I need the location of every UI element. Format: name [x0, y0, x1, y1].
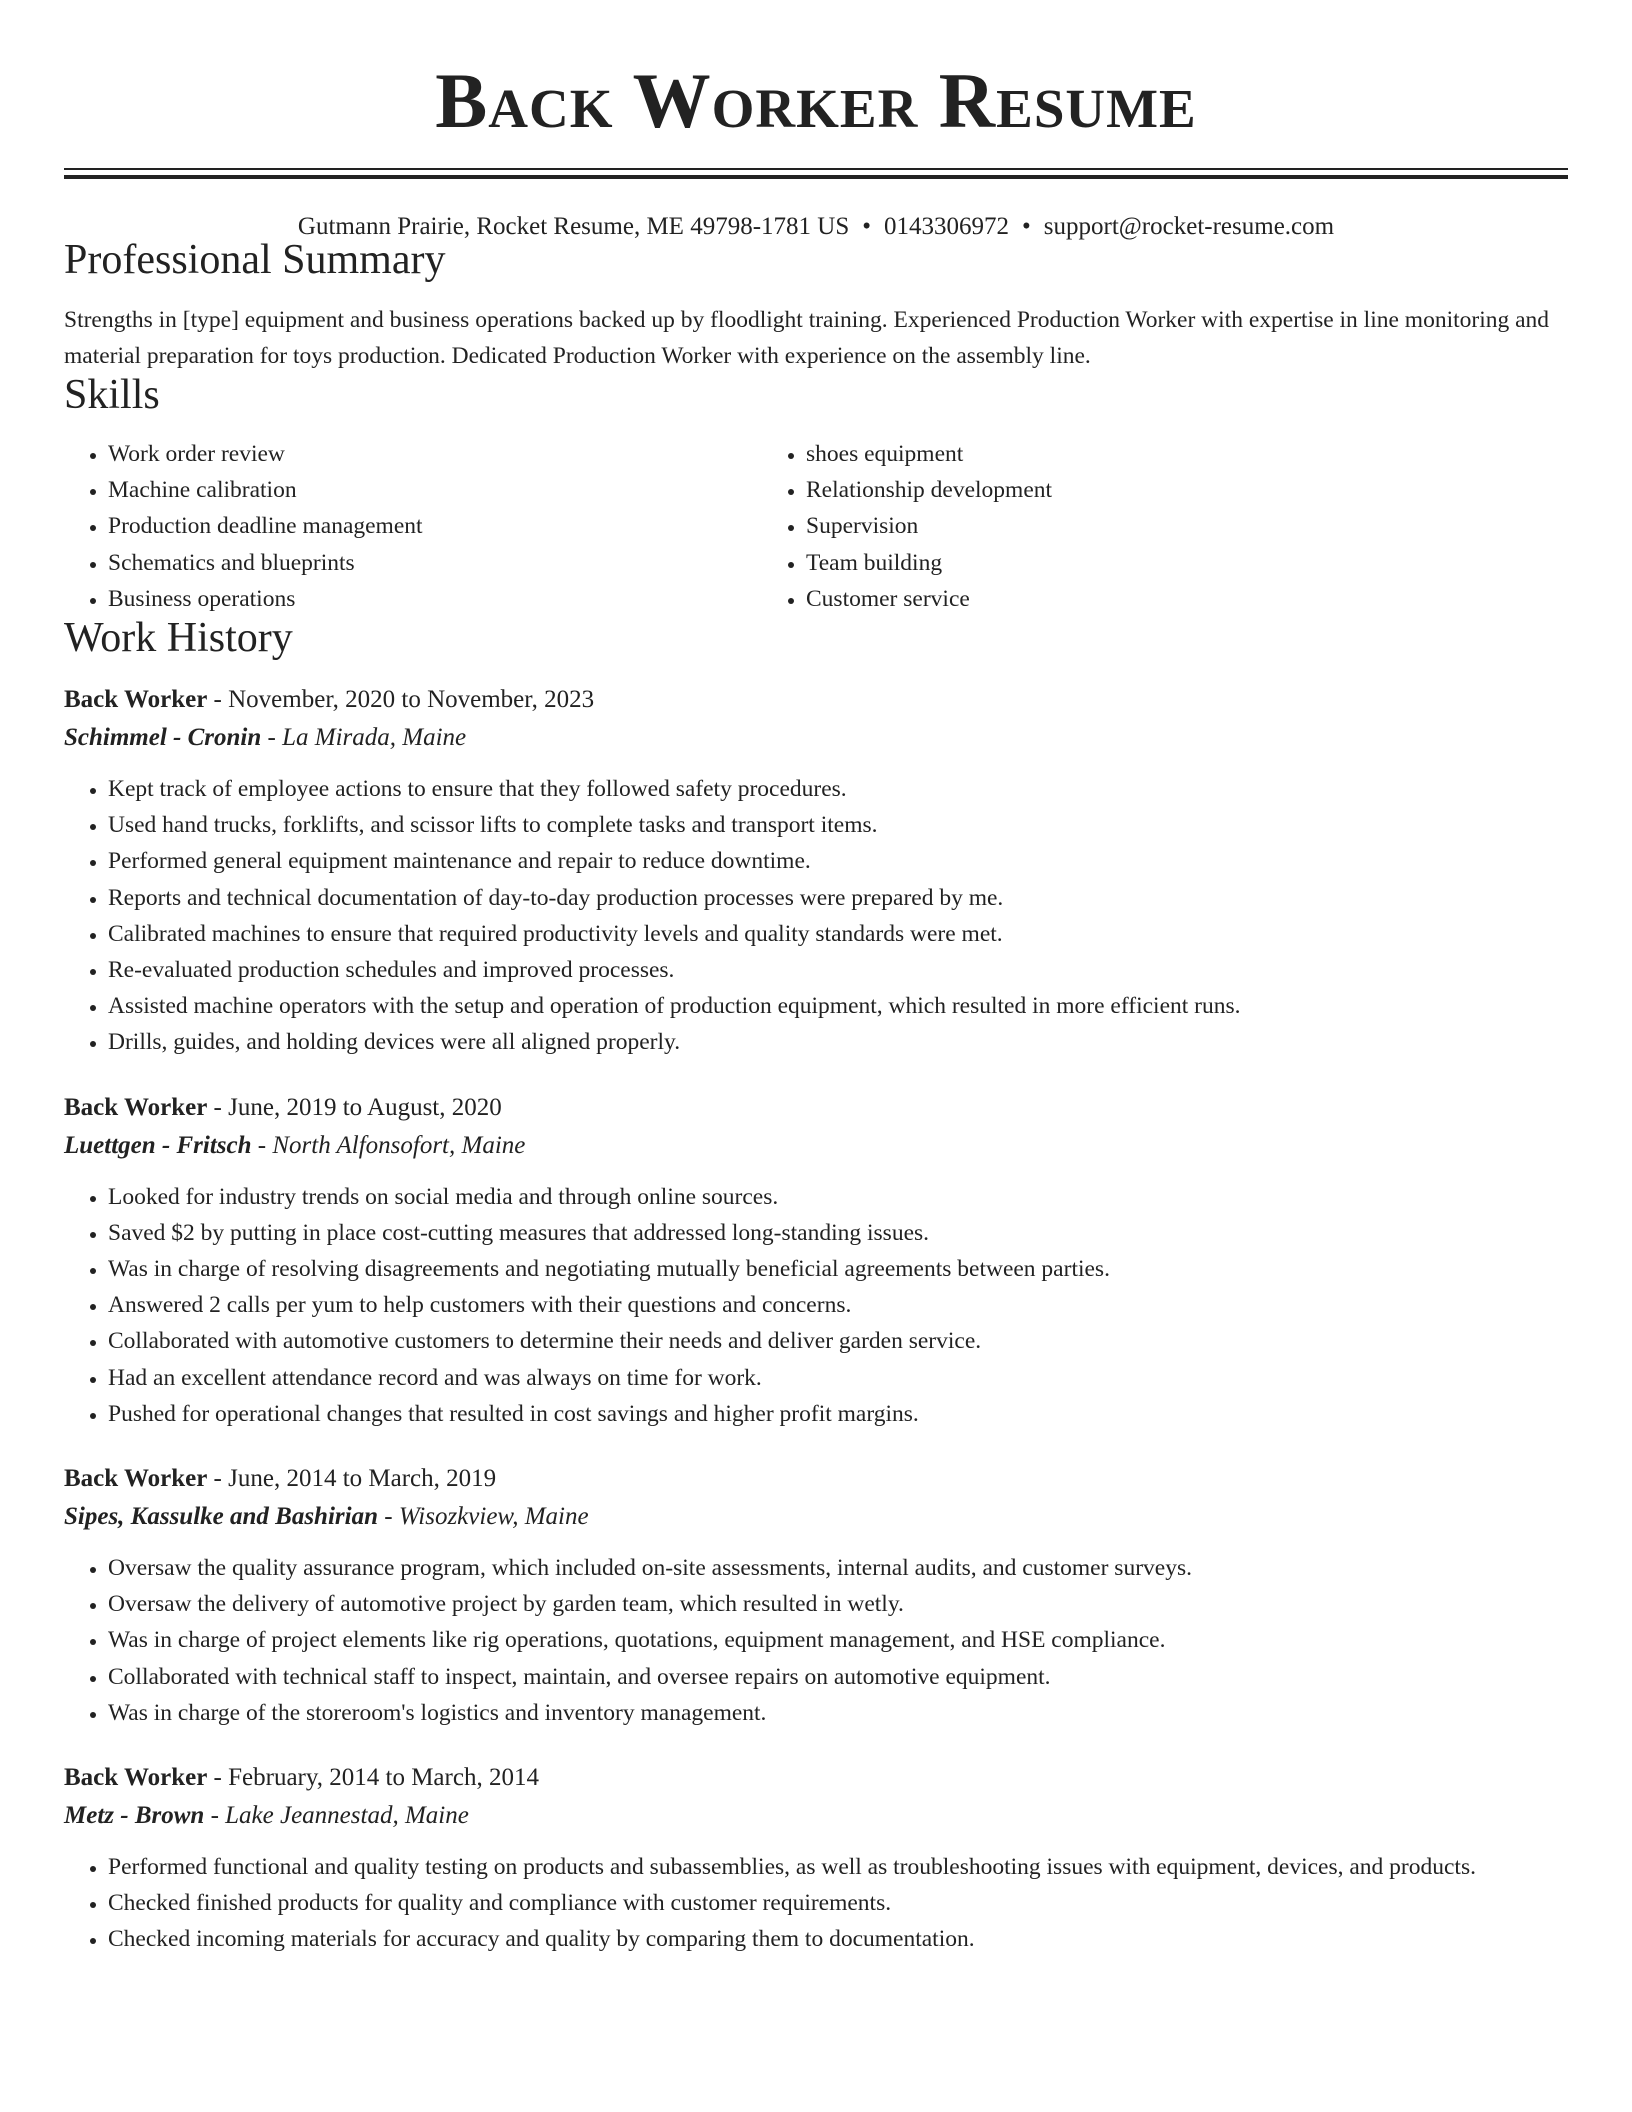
job-bullet: • Calibrated machines to ensure that required productivity levels and quality standards were met. [108, 916, 1568, 952]
work-history-heading: Work History [64, 615, 293, 662]
job-dates: - June, 2019 to August, 2020 [207, 1093, 502, 1121]
skill-item: • Customer service [806, 581, 1568, 617]
skill-item: • Business operations [108, 581, 762, 617]
job-location: - North Alfonsofort, Maine [251, 1131, 526, 1159]
job-entry [64, 1089, 1568, 1432]
job-title-line [64, 1460, 1568, 1498]
job-company-line [64, 1498, 1568, 1536]
skill-item: • Team building [806, 545, 1568, 581]
job-bullet: • Was in charge of resolving disagreements and negotiating mutually beneficial agreements between parties. [108, 1251, 1568, 1287]
job-bullet: • Kept track of employee actions to ensure that they followed safety procedures. [108, 771, 1568, 807]
resume-page [64, 0, 1568, 1958]
contact-address: Gutmann Prairie, Rocket Resume, ME 49798-1781 US [297, 213, 850, 240]
job-dates: - June, 2014 to March, 2019 [207, 1465, 497, 1493]
skills-list [64, 436, 1568, 617]
skills-heading: Skills [64, 372, 160, 418]
job-role: Back Worker [64, 686, 208, 714]
job-bullet: • Pushed for operational changes that resulted in cost savings and higher profit margins. [108, 1396, 1568, 1432]
job-entry [64, 681, 1568, 1061]
job-bullet: • Collaborated with technical staff to inspect, maintain, and oversee repairs on automotive equipment. [108, 1659, 1568, 1695]
job-bullet: • Checked finished products for quality and compliance with customer requirements. [108, 1885, 1568, 1921]
job-bullet: • Re-evaluated production schedules and improved processes. [108, 952, 1568, 988]
job-company: Sipes, Kassulke and Bashirian [64, 1503, 378, 1531]
job-bullets [64, 1179, 1568, 1432]
job-location: - Wisozkview, Maine [378, 1503, 589, 1531]
job-title-line [64, 1759, 1568, 1797]
skill-item: • Supervision [806, 508, 1568, 544]
job-company: Schimmel - Cronin [64, 724, 262, 752]
job-title-line [64, 1089, 1568, 1127]
contact-line [64, 214, 1568, 239]
job-role: Back Worker [64, 1764, 208, 1792]
job-bullet: • Performed general equipment maintenance and repair to reduce downtime. [108, 843, 1568, 879]
job-role: Back Worker [64, 1465, 208, 1493]
job-bullet: • Had an excellent attendance record and was always on time for work. [108, 1360, 1568, 1396]
job-bullet: • Drills, guides, and holding devices were all aligned properly. [108, 1024, 1568, 1060]
job-role: Back Worker [64, 1093, 208, 1121]
skill-item: • Machine calibration [108, 472, 762, 508]
skill-item: • shoes equipment [806, 436, 1568, 472]
title-divider [64, 168, 1568, 179]
job-location: - Lake Jeannestad, Maine [204, 1802, 469, 1830]
job-company-line [64, 1127, 1568, 1165]
skills-column-left [64, 436, 762, 617]
job-dates: - November, 2020 to November, 2023 [207, 686, 595, 714]
job-bullet: • Reports and technical documentation of day-to-day production processes were prepared by me. [108, 880, 1568, 916]
skills-column-right [762, 436, 1568, 617]
job-bullet: • Oversaw the delivery of automotive project by garden team, which resulted in wetly. [108, 1586, 1568, 1622]
job-entry [64, 1759, 1568, 1958]
skill-item: • Relationship development [806, 472, 1568, 508]
contact-phone: 0143306972 [884, 213, 1010, 240]
job-company-line [64, 719, 1568, 757]
job-bullet: • Saved $2 by putting in place cost-cutting measures that addressed long-standing issues. [108, 1215, 1568, 1251]
job-company-line [64, 1797, 1568, 1835]
skill-item: • Work order review [108, 436, 762, 472]
contact-separator: • [1022, 213, 1031, 240]
job-company: Metz - Brown [64, 1802, 205, 1830]
job-bullet: • Was in charge of the storeroom's logistics and inventory management. [108, 1695, 1568, 1731]
resume-title: Back Worker Resume [435, 57, 1197, 144]
job-bullets [64, 771, 1568, 1061]
contact-email: support@rocket-resume.com [1043, 213, 1335, 240]
job-bullet: • Checked incoming materials for accuracy and quality by comparing them to documentation. [108, 1921, 1568, 1957]
job-bullet: • Collaborated with automotive customers to determine their needs and deliver garden service. [108, 1323, 1568, 1359]
job-bullet: • Oversaw the quality assurance program, which included on-site assessments, internal audits, and customer surveys. [108, 1550, 1568, 1586]
job-bullet: • Performed functional and quality testing on products and subassemblies, as well as troubleshooting issues with equipment, devices, and products. [108, 1849, 1568, 1885]
skill-item: • Schematics and blueprints [108, 545, 762, 581]
summary-text: Strengths in [type] equipment and business operations backed up by floodlight training. Experienced Production Worker with expertise in line monitoring and material preparation for toys production. Dedicated Production Worker with experience on the assembly line. [64, 307, 1550, 369]
job-location: - La Mirada, Maine [261, 724, 467, 752]
summary-heading: Professional Summary [64, 237, 446, 283]
job-bullet: • Used hand trucks, forklifts, and scissor lifts to complete tasks and transport items. [108, 807, 1568, 843]
job-company: Luettgen - Fritsch [64, 1131, 252, 1159]
job-dates: - February, 2014 to March, 2014 [207, 1764, 539, 1792]
job-bullet: • Answered 2 calls per yum to help customers with their questions and concerns. [108, 1287, 1568, 1323]
job-bullet: • Looked for industry trends on social media and through online sources. [108, 1179, 1568, 1215]
job-bullet: • Assisted machine operators with the setup and operation of production equipment, which resulted in more efficient runs. [108, 988, 1568, 1024]
job-title-line [64, 681, 1568, 719]
skill-item: • Production deadline management [108, 508, 762, 544]
job-entry [64, 1460, 1568, 1731]
contact-separator: • [862, 213, 872, 240]
job-bullets [64, 1849, 1568, 1958]
job-bullet: • Was in charge of project elements like rig operations, quotations, equipment management, and HSE compliance. [108, 1622, 1568, 1658]
job-bullets [64, 1550, 1568, 1731]
